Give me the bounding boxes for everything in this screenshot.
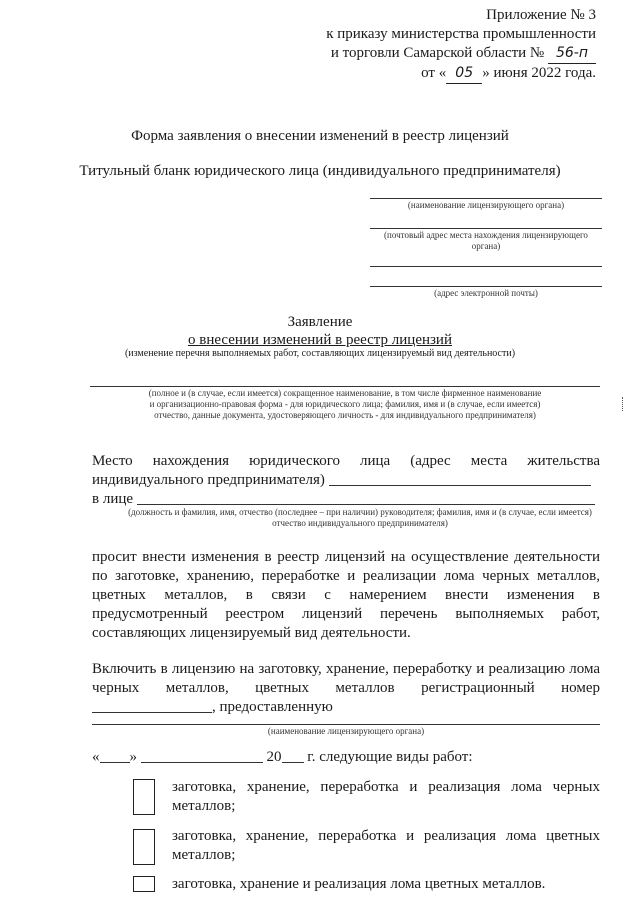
request-line-1: просит внести изменения в реестр лицензий на осуществление деятельности (92, 549, 600, 565)
email-caption: (адрес электронной почты) (434, 288, 538, 298)
request-line-4: предусмотренный реестром лицензий перечень выполняемых работ, (92, 606, 600, 622)
applicant-line (90, 386, 600, 387)
date-line (92, 748, 600, 767)
option-nonferrous-checkbox[interactable] (133, 829, 155, 865)
licensing-body-caption: (наименование лицензирующего органа) (407, 200, 565, 210)
licensing-address-caption: (почтовый адрес места нахождения лицензирующего органа) (384, 230, 588, 251)
licensing-extra-line (370, 266, 602, 267)
request-line-2: по заготовке, хранению, переработке и реализации лома черных металлов, (92, 568, 600, 584)
request-line-5: составляющих лицензируемый вид деятельности. (92, 625, 411, 641)
statement-title: Заявление (287, 314, 353, 330)
include-line-3-suffix: , предоставленную (212, 699, 333, 715)
location-line-2-text: индивидуального предпринимателя) (92, 472, 325, 488)
request-line-3: цветных металлов, в связи с намерением внести изменения в (92, 587, 600, 603)
location-line-2 (92, 471, 600, 490)
date-suffix: » июня 2022 года. (482, 65, 596, 81)
option-ferrous-line-2: металлов; (172, 798, 236, 814)
in-person-label: в лице (92, 491, 134, 507)
day-field[interactable] (100, 748, 130, 763)
statement-note: (изменение перечня выполняемых работ, составляющих лицензируемый вид деятельности) (124, 348, 516, 359)
registration-number-field[interactable] (92, 698, 212, 713)
representative-caption-1: (должность и фамилия, имя, отчество (последнее – при наличии) руководителя; фамилия, имя и (в случае, если имеется) (128, 507, 592, 517)
location-line-1: Место нахождения юридического лица (адрес места жительства (92, 453, 600, 469)
appendix-label: Приложение № 3 (486, 7, 596, 23)
order-date (300, 64, 596, 84)
order-day: 05 (446, 64, 482, 84)
option-ferrous-checkbox[interactable] (133, 779, 155, 815)
include-line-3 (92, 698, 600, 717)
lic-body-caption: (наименование лицензирующего органа) (267, 726, 425, 736)
year-field[interactable] (282, 748, 304, 763)
statement-subtitle: о внесении изменений в реестр лицензий (187, 332, 452, 348)
order-number: 56-п (548, 44, 596, 64)
title-page-heading: Титульный бланк юридического лица (индивидуального предпринимателя) (79, 163, 561, 179)
date-prefix: от « (421, 65, 447, 81)
applicant-caption-1: (полное и (в случае, если имеется) сокращенное наименование, в том числе фирменное наименование (148, 388, 542, 398)
form-title: Форма заявления о внесении изменений в реестр лицензий (131, 128, 509, 144)
option-nonferrous-no-processing-checkbox[interactable] (133, 876, 155, 892)
include-line-1: Включить в лицензию на заготовку, хранение, переработку и реализацию лома (92, 661, 600, 677)
order-line-2-prefix: и торговли Самарской области № (330, 45, 545, 61)
representative-caption-2: отчество индивидуального предпринимателя) (272, 518, 448, 528)
representative-field[interactable] (137, 490, 595, 505)
applicant-caption-2: и организационно-правовая форма - для юридического лица; фамилия, имя и (в случае, если имеется) (149, 399, 541, 409)
lic-body-line (92, 724, 600, 725)
date-open: « (92, 749, 100, 765)
licensing-body-line (370, 198, 602, 199)
applicant-caption-3: отчество, данные документа, удостоверяющего личность - для индивидуального предпринимателя) (154, 410, 536, 420)
location-field[interactable] (329, 471, 591, 486)
option-nonferrous-line-1: заготовка, хранение, переработка и реализация лома цветных (172, 828, 600, 844)
option-nonferrous-no-processing-line: заготовка, хранение и реализация лома цветных металлов. (172, 876, 546, 892)
year-suffix: г. следующие виды работ: (307, 749, 473, 765)
include-line-2: черных металлов, цветных металлов регистрационный номер (92, 680, 600, 696)
order-line-2 (240, 44, 596, 64)
option-ferrous-line-1: заготовка, хранение, переработка и реализация лома черных (172, 779, 600, 795)
year-prefix: 20 (266, 749, 282, 765)
order-line: к приказу министерства промышленности (326, 26, 596, 42)
margin-mark (622, 397, 626, 411)
option-nonferrous-line-2: металлов; (172, 847, 236, 863)
licensing-address-line (370, 228, 602, 229)
month-field[interactable] (141, 748, 263, 763)
email-line (370, 286, 602, 287)
date-close: » (129, 749, 137, 765)
